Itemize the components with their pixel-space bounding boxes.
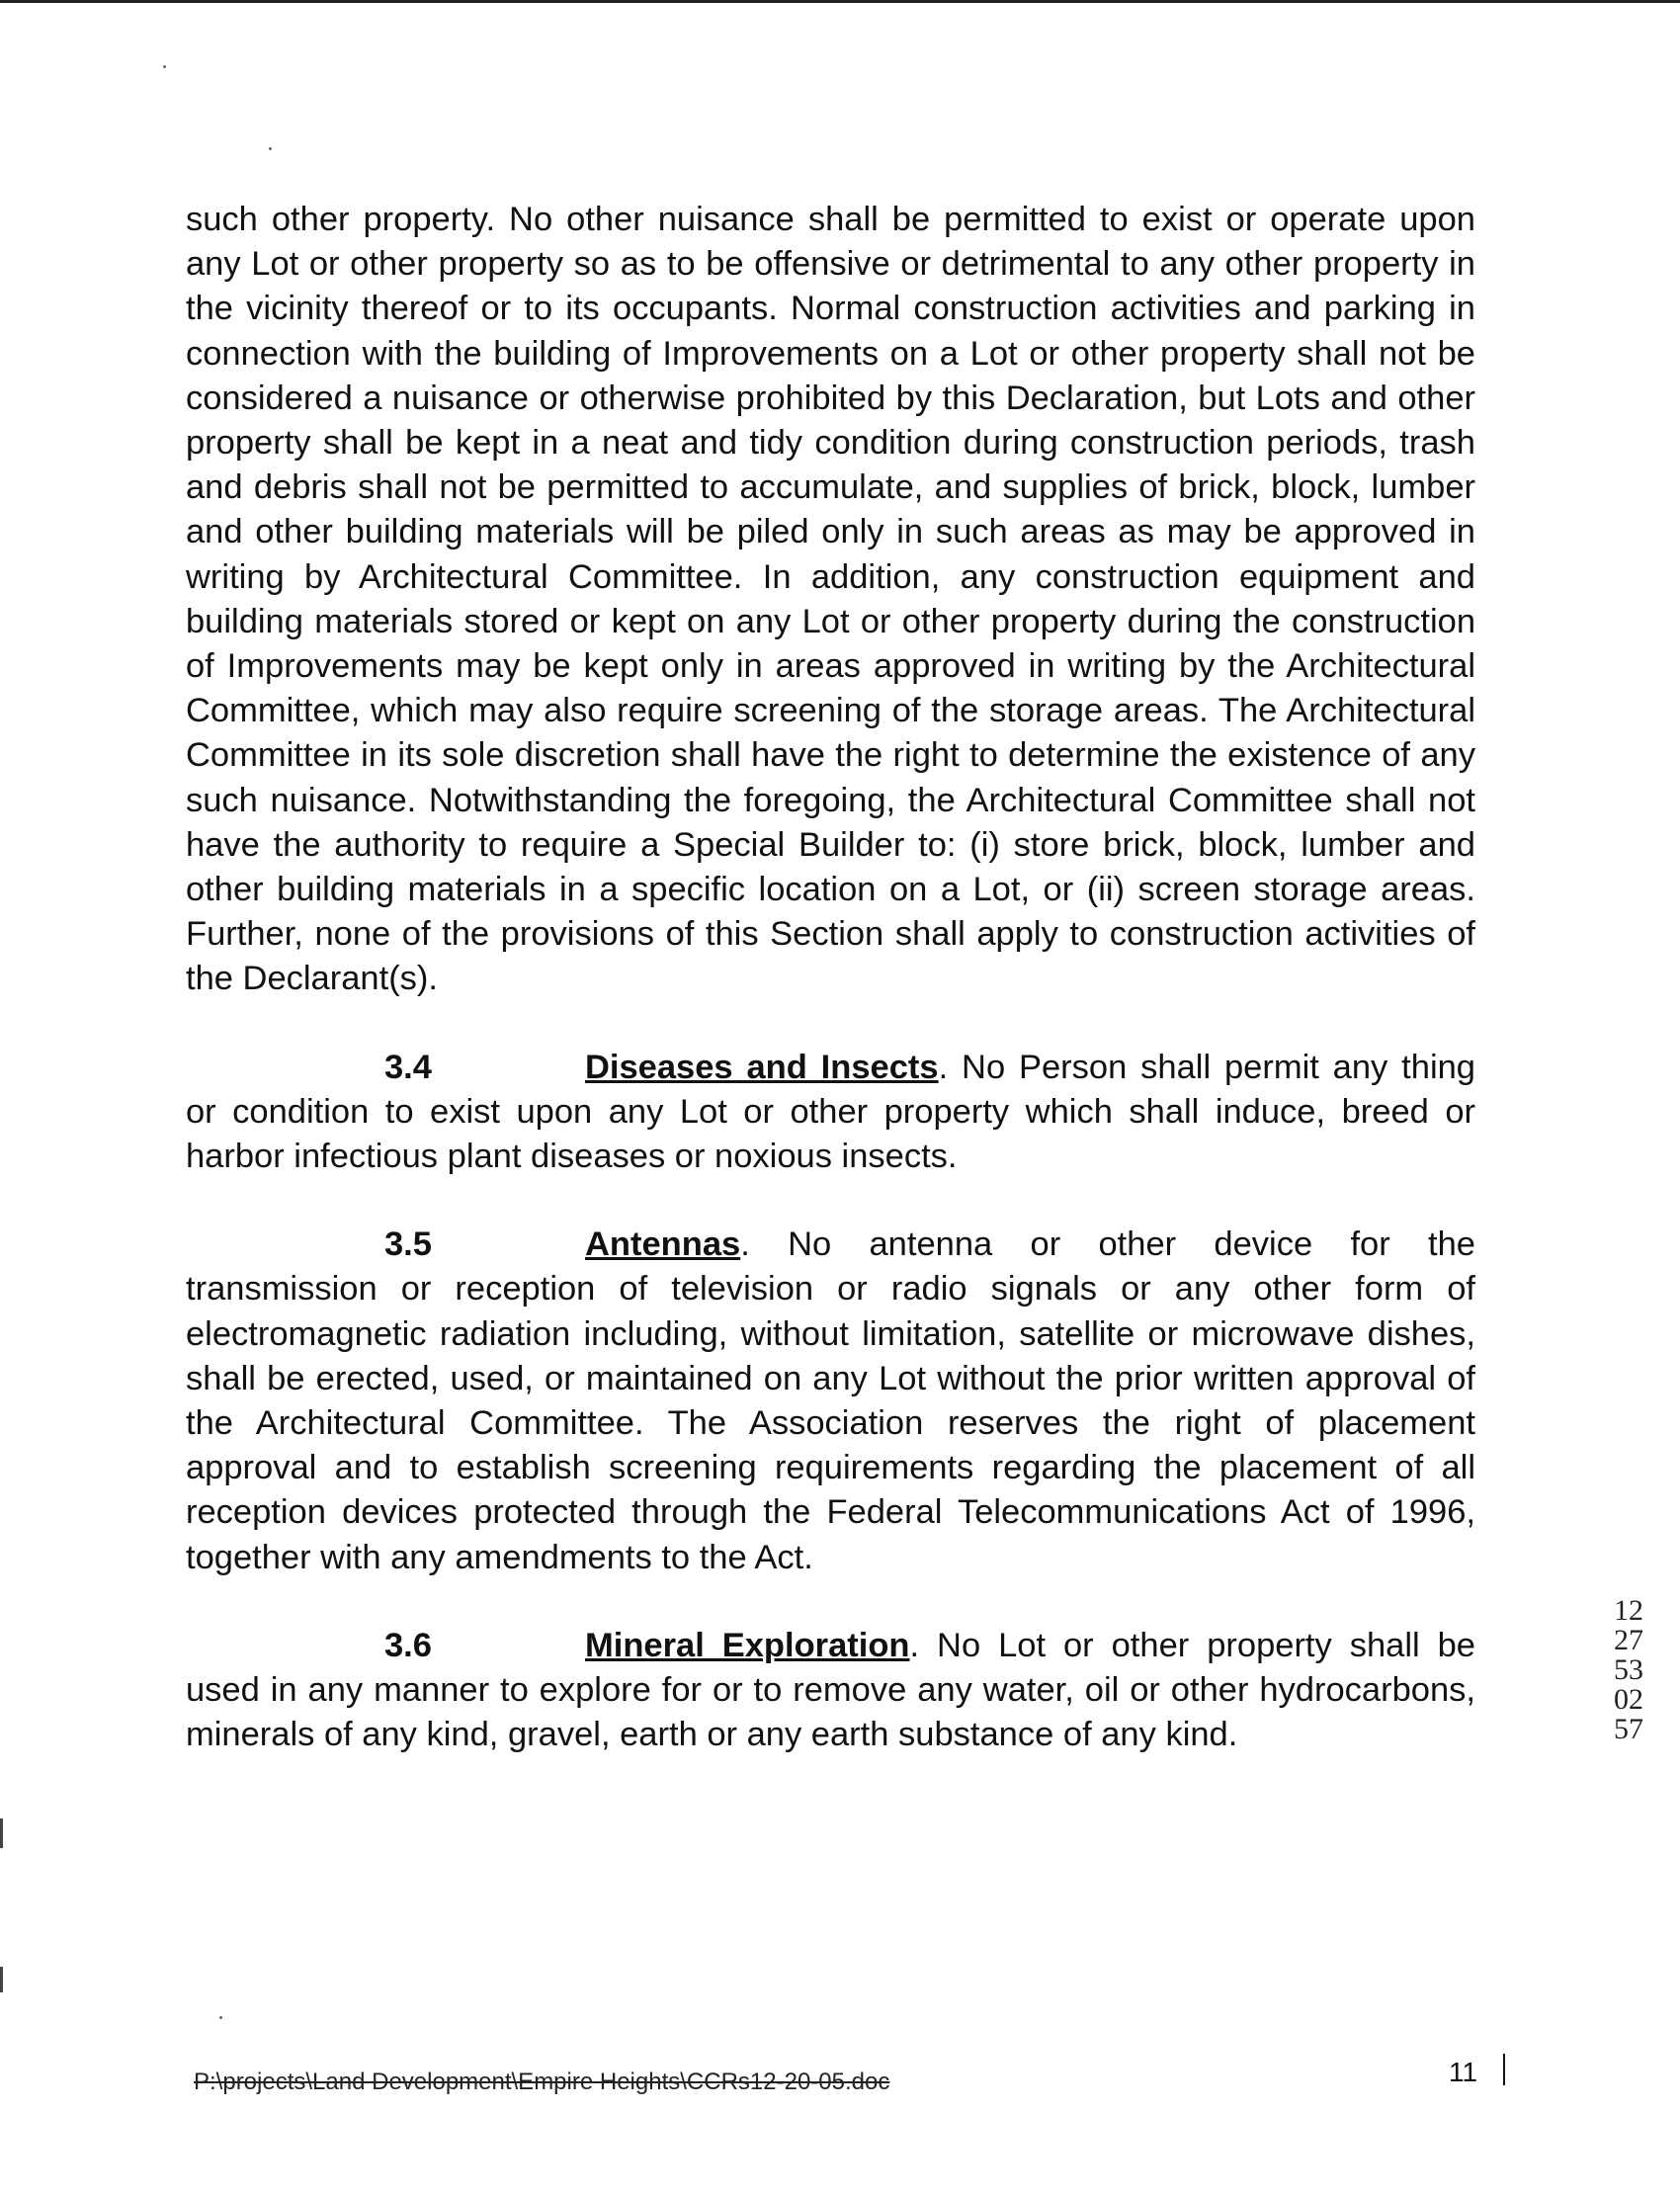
page-number-bar [1503,2054,1505,2085]
section-3-5 [186,1223,1475,1580]
section-title: Mineral Exploration [585,1626,910,1664]
scan-mark [0,1967,3,1992]
scan-speck [269,147,272,150]
section-title: Diseases and Insects [585,1048,939,1086]
page-number: 11 [1449,2057,1478,2087]
scan-speck [163,65,166,68]
section-text: . No antenna or other device for the transmission or reception of television or radio signals or any other form of electromagnetic radiation including, without limitation, satellite or microwave dishes, shall be erected, used, or maintained on any Lot without the prior written approval of the Architectural Committee. The Association reserves the right of placement approval and to establish screening requirements regarding the placement of all reception devices protected through the Federal Telecommunications Act of 1996, together with any amendments to the Act. [186,1225,1475,1576]
scan-speck [219,2016,222,2019]
intro-paragraph: such other property. No other nuisance shall be permitted to exist or operate upon any Lot or other property so as to be offensive or detrimental to any other property in the vicinity thereof or to its occupants. Normal construction activities and parking in connection with the building of Improvements on a Lot or other property shall not be considered a nuisance or otherwise prohibited by this Declaration, but Lots and other property shall be kept in a neat and tidy condition during construction periods, trash and debris shall not be permitted to accumulate, and supplies of brick, block, lumber and other building materials will be piled only in such areas as may be approved in writing by Architectural Committee. In addition, any construction equipment and building materials stored or kept on any Lot or other property during the construction of Improvements may be kept only in areas approved in writing by the Architectural Committee, which may also require screening of the storage areas. The Architectural Committee in its sole discretion shall have the right to determine the existence of any such nuisance. Notwithstanding the foregoing, the Architectural Committee shall not have the authority to require a Special Builder to: (i) store brick, block, lumber and other building materials in a specific location on a Lot, or (ii) screen storage areas. Further, none of the provisions of this Section shall apply to construction activities of the Declarant(s). [186,201,1475,998]
section-text: . No Person shall permit any thing or condition to exist upon any Lot or other property which shall induce, breed or harbor infectious plant diseases or noxious insects. [186,1048,1475,1176]
scan-mark [0,1818,3,1848]
top-border [0,0,1680,3]
section-number: 3.4 [384,1048,432,1086]
section-number: 3.6 [384,1626,432,1664]
section-title: Antennas [585,1225,741,1264]
footer-file-path: P:\projects\Land Development\Empire Heights\CCRs12-20-05.doc [194,2069,890,2095]
recording-stamp: 1227530257 [1614,1594,1643,1745]
section-3-6 [186,1624,1475,1758]
section-text: . No Lot or other property shall be used in any manner to explore for or to remove any water, oil or other hydrocarbons, minerals of any kind, gravel, earth or any earth substance of any kind. [186,1626,1475,1754]
section-number: 3.5 [384,1225,432,1264]
document-body [186,198,1475,1758]
section-3-4 [186,1046,1475,1180]
